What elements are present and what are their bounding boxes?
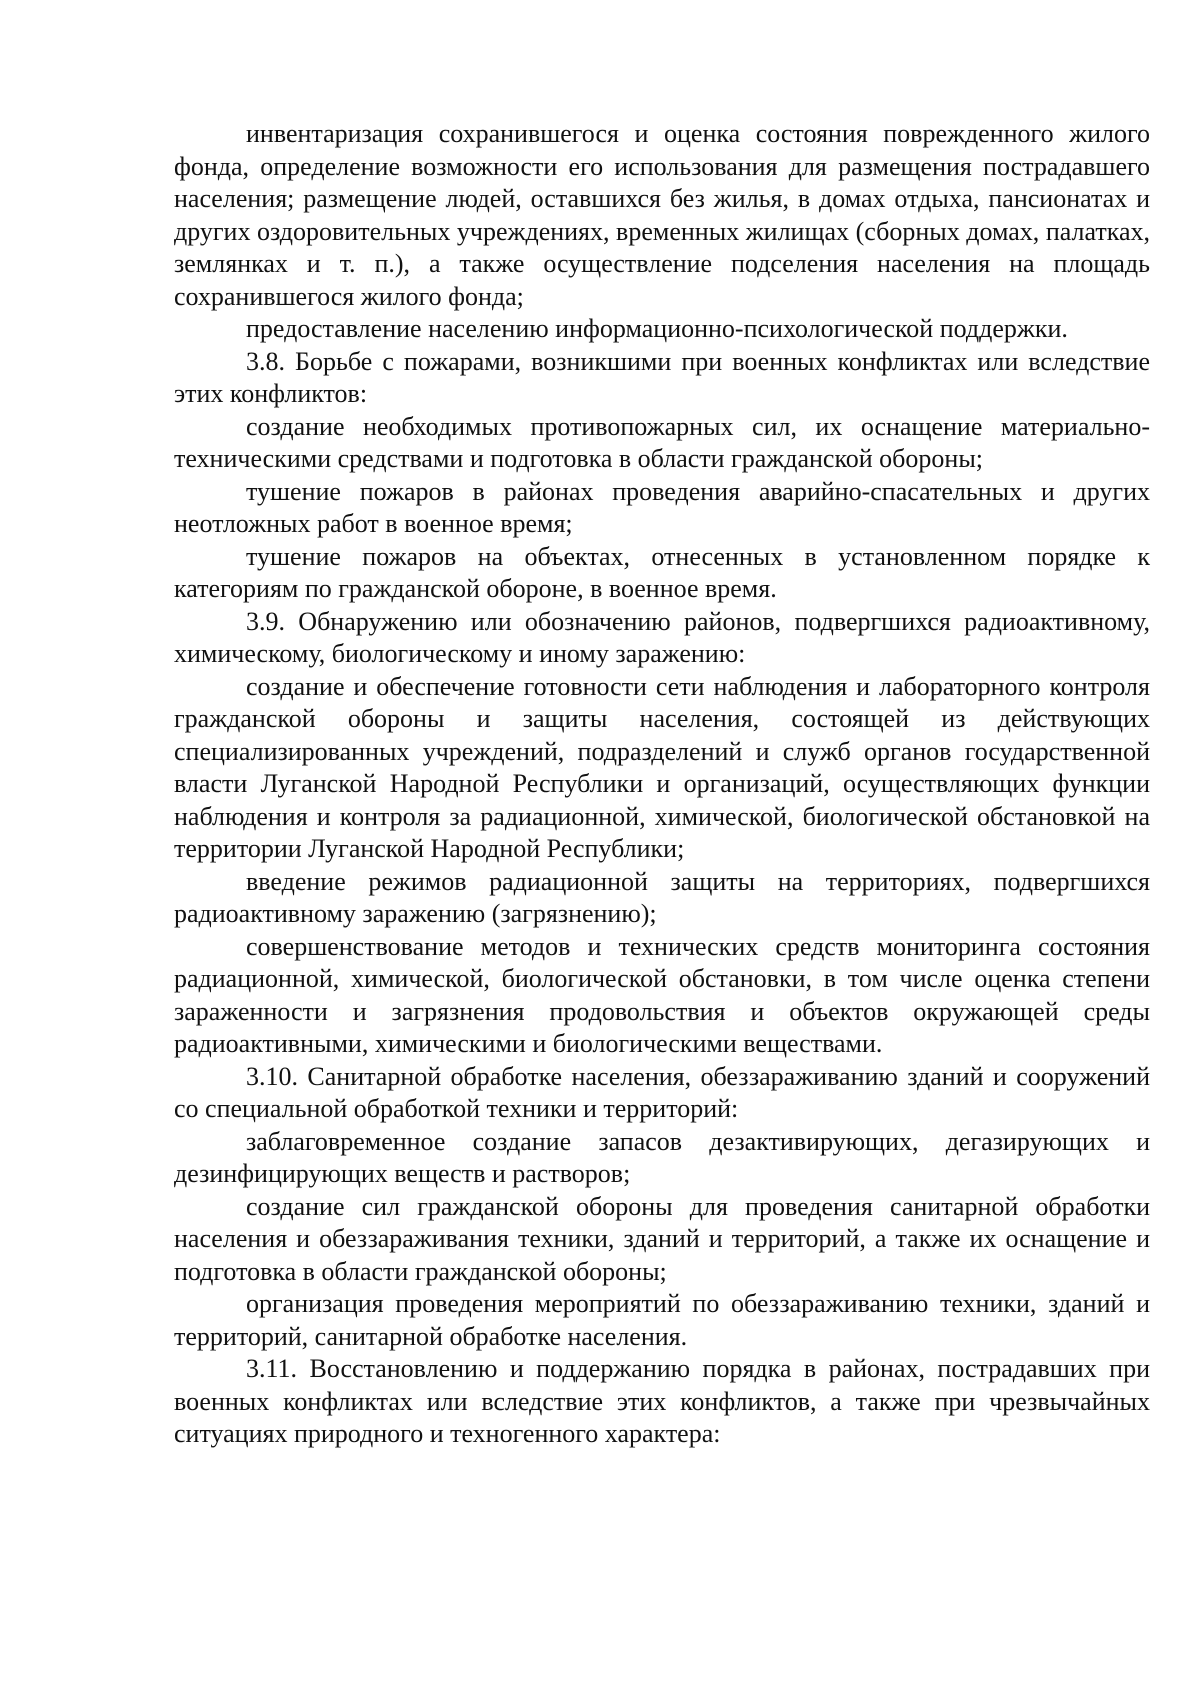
paragraph-decontamination-reserves: заблаговременное создание запасов дезактивирующих, дегазирующих и дезинфицирующих веществ и растворов;: [174, 1126, 1150, 1188]
paragraph-radiation-protection: введение режимов радиационной защиты на территориях, подвергшихся радиоактивному заражению (загрязнению);: [174, 866, 1150, 928]
section-3-9-heading: 3.9. Обнаружению или обозначению районов, подвергшихся радиоактивному, химическому, биологическому и иному заражению:: [174, 606, 1150, 668]
section-3-11-heading: 3.11. Восстановлению и поддержанию порядка в районах, пострадавших при военных конфликтах или вследствие этих конфликтов, а также при чрезвычайных ситуациях природного и техногенного характера:: [174, 1354, 1150, 1448]
paragraph-sanitation-forces: создание сил гражданской обороны для проведения санитарной обработки населения и обеззараживания техники, зданий и территорий, а также их оснащение и подготовка в области гражданской обороны;: [174, 1191, 1150, 1286]
paragraph-fire-suppression-objects: тушение пожаров на объектах, отнесенных в установленном порядке к категориям по гражданской обороне, в военное время.: [174, 541, 1150, 603]
paragraph-monitoring-methods: совершенствование методов и технических средств мониторинга состояния радиационной, химической, биологической обстановки, в том числе оценка степени зараженности и загрязнения продовольствия и объектов окружающей среды радиоактивными, химическими и биологическими веществами.: [174, 931, 1150, 1058]
section-3-10-heading: 3.10. Санитарной обработке населения, обеззараживанию зданий и сооружений со специальной обработкой техники и территорий:: [174, 1061, 1150, 1123]
paragraph-housing-inventory: инвентаризация сохранившегося и оценка состояния поврежденного жилого фонда, определение возможности его использования для размещения пострадавшего населения; размещение людей, оставшихся без жилья, в домах отдыха, пансионатах и других оздоровительных учреждениях, временных жилищах (сборных домах, палатках, землянках и т. п.), а также осуществление подселения населения на площадь сохранившегося жилого фонда;: [174, 119, 1150, 311]
paragraph-psychological-support: предоставление населению информационно-психологической поддержки.: [246, 314, 1068, 343]
paragraph-firefighting-forces: создание необходимых противопожарных сил, их оснащение материально-техническими средствами и подготовка в области гражданской обороны;: [174, 411, 1150, 473]
document-page: [174, 118, 1150, 1451]
paragraph-monitoring-network: создание и обеспечение готовности сети наблюдения и лабораторного контроля гражданской обороны и защиты населения, состоящей из действующих специализированных учреждений, подразделений и служб органов государственной власти Луганской Народной Республики и организаций, осуществляющих функции наблюдения и контроля за радиационной, химической, биологической обстановкой на территории Луганской Народной Республики;: [174, 671, 1150, 863]
paragraph-decontamination-measures: организация проведения мероприятий по обеззараживанию техники, зданий и территорий, санитарной обработке населения.: [174, 1289, 1150, 1351]
paragraph-fire-suppression-works: тушение пожаров в районах проведения аварийно-спасательных и других неотложных работ в военное время;: [174, 476, 1150, 538]
section-3-8-heading: 3.8. Борьбе с пожарами, возникшими при военных конфликтах или вследствие этих конфликтов:: [174, 346, 1150, 408]
